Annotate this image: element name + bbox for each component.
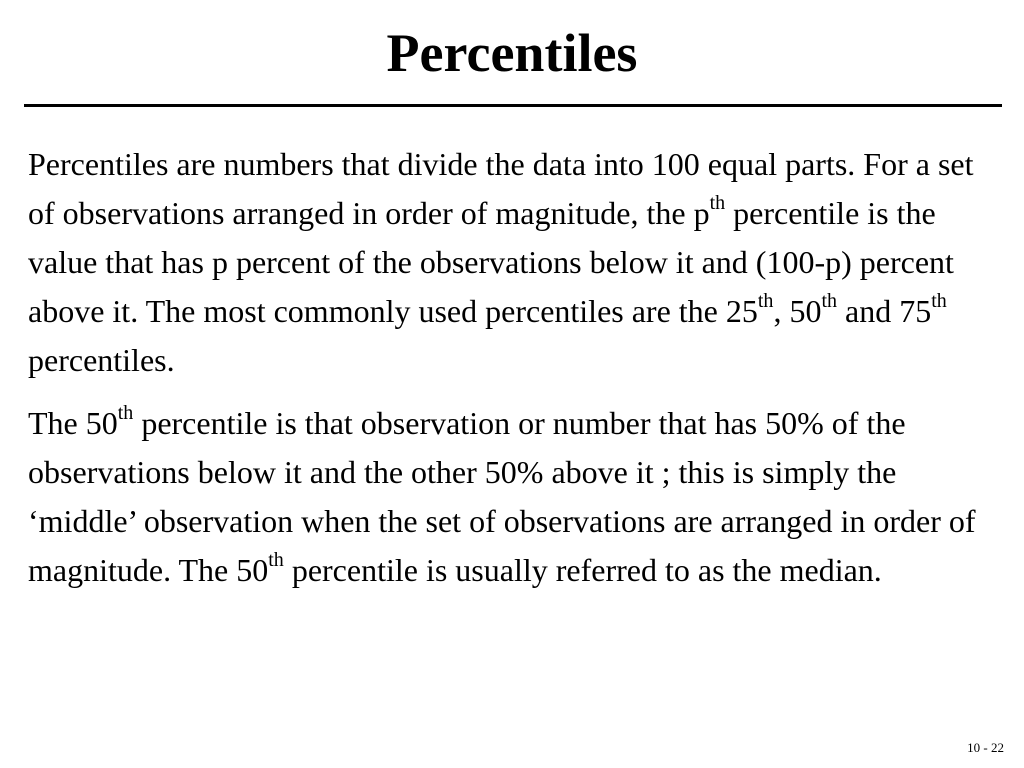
superscript: th <box>268 549 284 572</box>
superscript: th <box>117 402 134 425</box>
text-span: and 75 <box>837 293 932 329</box>
text-span: percentile is that observation or number that has 50% of the observations below it and the other 50% above it ; this is simply the ‘middle’ observation when the set of observations are arranged in order of magnitude. The 50 <box>28 405 976 588</box>
text-span: , 50 <box>773 293 822 329</box>
paragraph-percentiles-definition <box>28 140 1003 385</box>
superscript: th <box>821 290 837 313</box>
superscript: th <box>931 290 947 313</box>
text-span: The 50 <box>28 405 118 441</box>
text-span: percentile is usually referred to as the median. <box>283 552 882 588</box>
text-span: percentiles. <box>28 342 175 378</box>
slide-body <box>28 140 1003 595</box>
superscript: th <box>757 290 774 313</box>
page-number: 10 - 22 <box>967 740 1004 755</box>
title-divider <box>24 104 1002 107</box>
superscript: th <box>709 192 726 215</box>
text-span: Percentiles are numbers that divide the data into 100 equal parts. For a set of observations arranged in order of magnitude, the p <box>28 146 974 231</box>
paragraph-median <box>28 399 1003 595</box>
slide-title: Percentiles <box>386 23 638 83</box>
text-span: percentile is the value that has p percent of the observations below it and (100-p) percent above it. The most commonly used percentiles are the 25 <box>28 195 954 329</box>
